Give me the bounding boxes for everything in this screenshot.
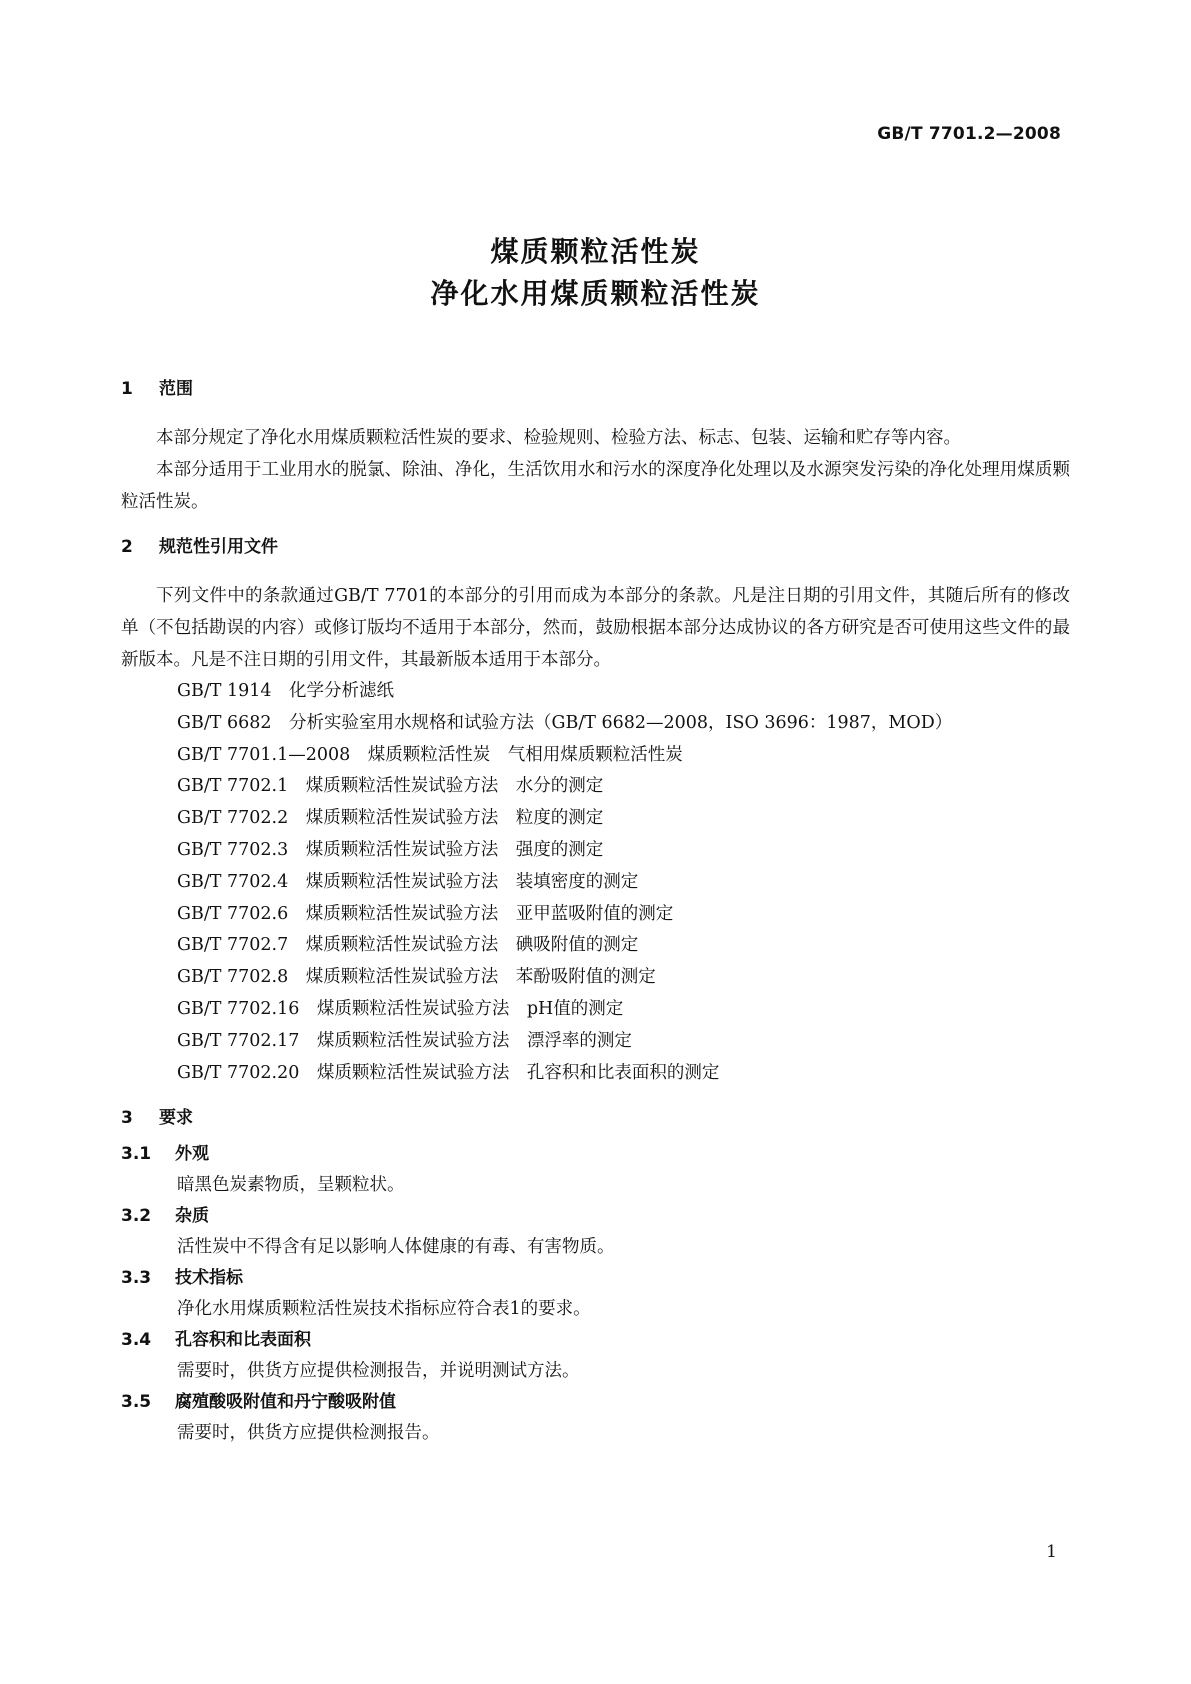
section-title: 范围 bbox=[159, 379, 193, 399]
reference-item: GB/T 6682 分析实验室用水规格和试验方法（GB/T 6682—2008，ISO 3696：1987，MOD） bbox=[177, 712, 953, 733]
subsection-3-3-text: 净化水用煤质颗粒活性炭技术指标应符合表1的要求。 bbox=[177, 1299, 591, 1320]
section-3-heading bbox=[121, 1105, 1070, 1131]
subsection-title: 外观 bbox=[175, 1144, 209, 1165]
section-title: 要求 bbox=[159, 1108, 193, 1129]
title-line-2: 净化水用煤质颗粒活性炭 bbox=[430, 277, 761, 310]
reference-item: GB/T 7702.16 煤质颗粒活性炭试验方法 pH值的测定 bbox=[177, 998, 624, 1019]
subsection-number: 3.4 bbox=[121, 1330, 152, 1351]
reference-item: GB/T 7702.7 煤质颗粒活性炭试验方法 碘吸附值的测定 bbox=[177, 935, 639, 956]
subsection-3-5-heading bbox=[121, 1387, 1070, 1417]
subsection-number: 3.5 bbox=[121, 1392, 152, 1413]
section-number: 3 bbox=[121, 1108, 133, 1129]
section-title: 规范性引用文件 bbox=[159, 537, 278, 557]
subsection-title: 腐殖酸吸附值和丹宁酸吸附值 bbox=[175, 1392, 396, 1413]
reference-item: GB/T 7702.6 煤质颗粒活性炭试验方法 亚甲蓝吸附值的测定 bbox=[177, 903, 674, 924]
section-1-paragraph-2: 本部分适用于工业用水的脱氯、除油、净化，生活饮用水和污水的深度净化处理以及水源突发污染的净化处理用煤质颗粒活性炭。 bbox=[121, 460, 1070, 512]
reference-item: GB/T 1914 化学分析滤纸 bbox=[177, 681, 395, 701]
subsection-3-4-heading bbox=[121, 1325, 1070, 1355]
reference-list bbox=[121, 676, 1070, 1089]
section-number: 1 bbox=[121, 379, 133, 399]
subsection-3-2-text: 活性炭中不得含有足以影响人体健康的有毒、有害物质。 bbox=[177, 1237, 615, 1258]
document-body bbox=[121, 376, 1070, 1449]
section-1-heading bbox=[121, 376, 1070, 402]
subsection-3-1-text: 暗黑色炭素物质，呈颗粒状。 bbox=[177, 1175, 405, 1196]
subsection-title: 杂质 bbox=[175, 1206, 209, 1227]
reference-item: GB/T 7701.1—2008 煤质颗粒活性炭 气相用煤质颗粒活性炭 bbox=[177, 744, 683, 765]
section-2-heading bbox=[121, 534, 1070, 560]
reference-item: GB/T 7702.17 煤质颗粒活性炭试验方法 漂浮率的测定 bbox=[177, 1030, 632, 1051]
section-1-paragraph-1: 本部分规定了净化水用煤质颗粒活性炭的要求、检验规则、检验方法、标志、包装、运输和贮存等内容。 bbox=[156, 428, 961, 448]
subsection-3-4-text: 需要时，供货方应提供检测报告，并说明测试方法。 bbox=[177, 1361, 580, 1382]
subsection-number: 3.2 bbox=[121, 1206, 152, 1227]
subsection-3-5-text: 需要时，供货方应提供检测报告。 bbox=[177, 1423, 440, 1444]
section-2-paragraph: 下列文件中的条款通过GB/T 7701的本部分的引用而成为本部分的条款。凡是注日期的引用文件，其随后所有的修改单（不包括勘误的内容）或修订版均不适用于本部分，然而，鼓励根据本部分达成协议的各方研究是否可使用这些文件的最新版本。凡是不注日期的引用文件，其最新版本适用于本部分。 bbox=[121, 586, 1070, 670]
subsection-title: 技术指标 bbox=[175, 1268, 243, 1289]
subsection-3-3-heading bbox=[121, 1263, 1070, 1293]
standard-code: GB/T 7701.2—2008 bbox=[877, 124, 1061, 144]
reference-item: GB/T 7702.2 煤质颗粒活性炭试验方法 粒度的测定 bbox=[177, 808, 604, 829]
title-line-1: 煤质颗粒活性炭 bbox=[490, 235, 701, 268]
reference-item: GB/T 7702.1 煤质颗粒活性炭试验方法 水分的测定 bbox=[177, 776, 604, 797]
reference-item: GB/T 7702.8 煤质颗粒活性炭试验方法 苯酚吸附值的测定 bbox=[177, 967, 656, 988]
subsection-number: 3.3 bbox=[121, 1268, 152, 1289]
reference-item: GB/T 7702.4 煤质颗粒活性炭试验方法 装填密度的测定 bbox=[177, 871, 639, 892]
page-number: 1 bbox=[1046, 1542, 1057, 1562]
reference-item: GB/T 7702.3 煤质颗粒活性炭试验方法 强度的测定 bbox=[177, 839, 604, 860]
subsection-3-1-heading bbox=[121, 1139, 1070, 1169]
reference-item: GB/T 7702.20 煤质颗粒活性炭试验方法 孔容积和比表面积的测定 bbox=[177, 1062, 720, 1083]
section-number: 2 bbox=[121, 537, 133, 557]
subsection-title: 孔容积和比表面积 bbox=[175, 1330, 311, 1351]
subsection-3-2-heading bbox=[121, 1201, 1070, 1231]
subsection-number: 3.1 bbox=[121, 1144, 152, 1165]
